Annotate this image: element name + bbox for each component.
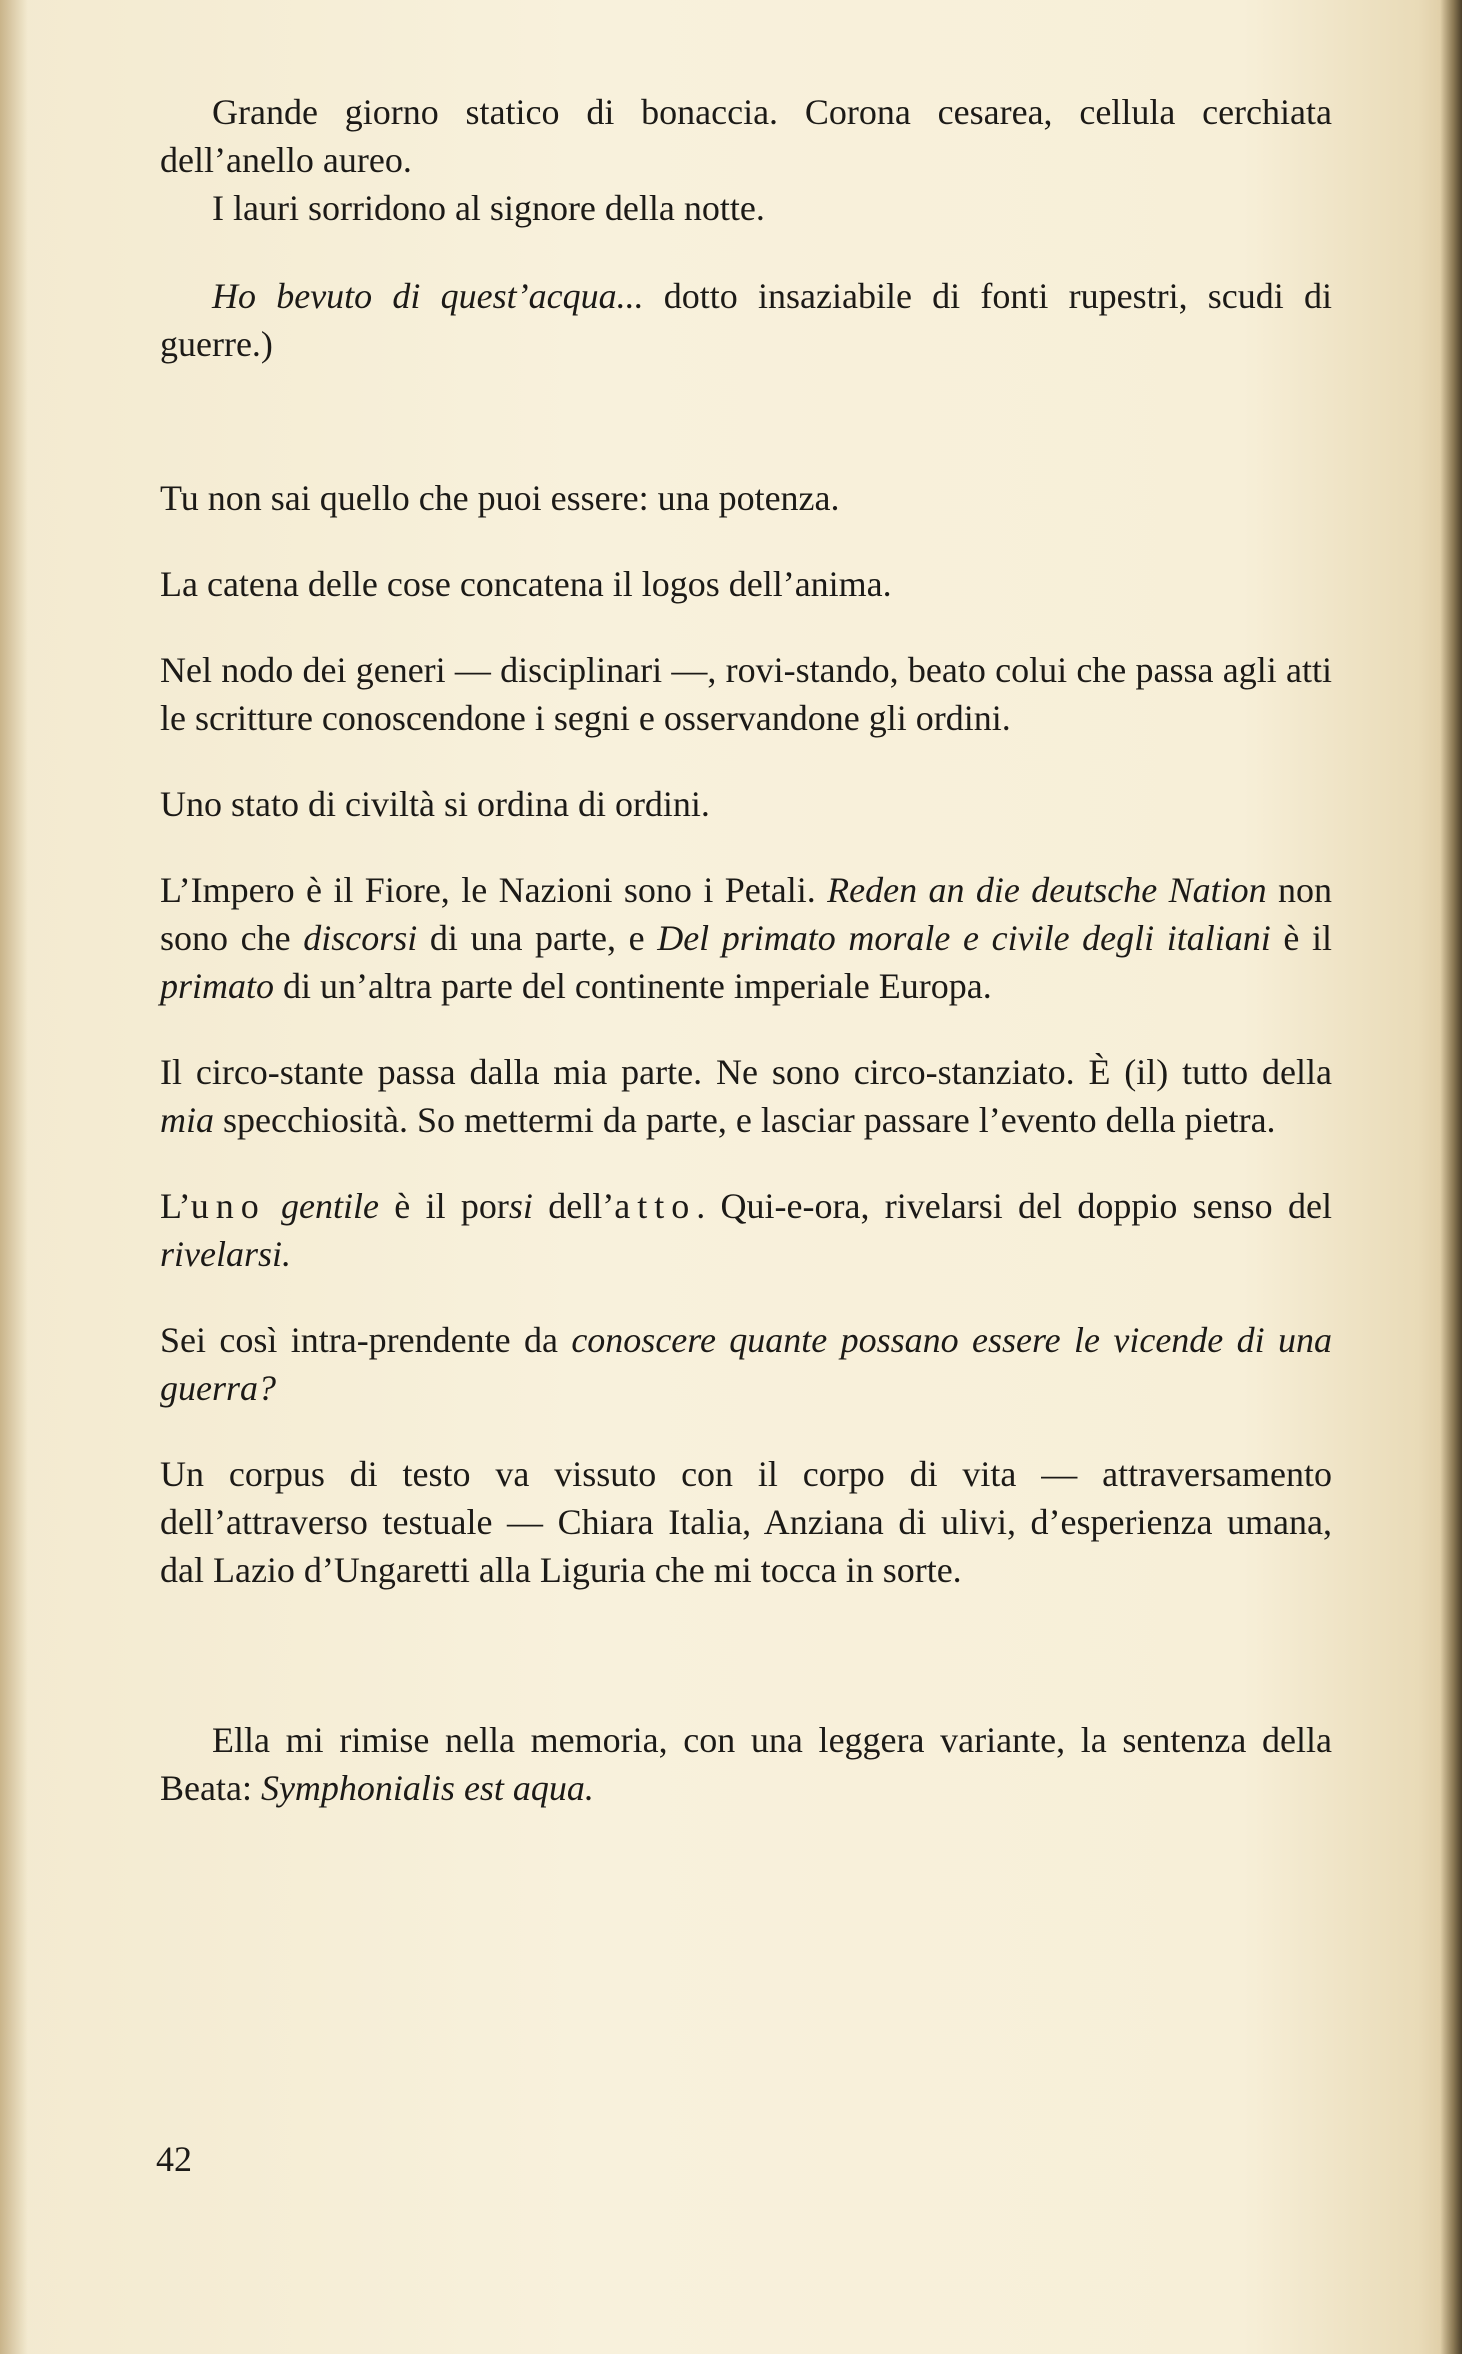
paragraph-intra-prendente [160,1316,1332,1412]
paragraph-text: è il por [378,1186,509,1226]
paragraph-text: dotto insaziabile di fonti rupestri, scudi di guerre.) [160,276,1332,364]
paragraph-text: Grande giorno statico di bonaccia. Corona cesarea, cellula cerchiata dell’anello aureo. [160,92,1332,180]
paragraph-text: specchiosità. So mettermi da parte, e lasciar passare l’evento della pietra. [214,1100,1276,1140]
paragraph-text: Tu non sai quello che puoi essere: una potenza. [160,478,840,518]
italic-word: discorsi [303,918,418,958]
italic-quote: Symphonialis est aqua. [260,1768,594,1808]
paragraph-text: Un corpus di testo va vissuto con il corpo di vita — attraversamento dell’attraverso testuale — Chiara Italia, Anziana di ulivi, d’esperienza umana, dal Lazio d’Ungaretti alla Liguria che mi tocca in sorte. [160,1454,1332,1590]
paragraph-text: è il [1270,918,1333,958]
paragraph-text [266,1186,281,1226]
paragraph-text: di un’altra parte del continente imperiale Europa. [274,966,992,1006]
italic-word: si [508,1186,533,1226]
paragraph-text: dell’ [532,1186,615,1226]
paragraph-uno-gentile [160,1182,1332,1278]
italic-word: gentile [281,1186,379,1226]
paragraph-ella-mi-rimise [160,1716,1332,1812]
italic-title: Del primato morale e civile degli italiani [657,918,1271,958]
paragraph-text: Il circo-stante passa dalla mia parte. Ne sono circo-stanziato. È (il) tutto della [160,1052,1332,1092]
page-body [160,88,1332,1812]
paragraph-text: L’ [160,1186,191,1226]
italic-quote: Ho bevuto di quest’acqua... [212,276,644,316]
spaced-word: uno [190,1186,266,1226]
paragraph-catena [160,560,1332,608]
italic-word: primato [160,966,275,1006]
italic-word: rivelarsi. [160,1234,291,1274]
paragraph-text: Ella mi rimise nella memoria, con una leggera variante, la sentenza della Beata: [160,1720,1332,1808]
paragraph-text: Uno stato di civiltà si ordina di ordini. [160,784,710,824]
paragraph-text: L’Impero è il Fiore, le Nazioni sono i Petali. [160,870,828,910]
page-number: 42 [156,2139,192,2179]
spaced-word: atto [614,1186,697,1226]
paragraph-text: . Qui-e-ora, rivelarsi del doppio senso del [696,1186,1332,1226]
paragraph-text: di una parte, e [417,918,658,958]
paragraph-corpus [160,1450,1332,1594]
page-gutter-shadow [0,0,28,2354]
paragraph-text: La catena delle cose concatena il logos dell’anima. [160,564,892,604]
paragraph-text: Nel nodo dei generi — disciplinari —, rovi-stando, beato colui che passa agli atti le scritture conoscendone i segni e osservandone gli ordini. [160,650,1332,738]
paragraph-ho-bevuto [160,272,1332,368]
paragraph-circo-stante [160,1048,1332,1144]
paragraph-stato-civilta [160,780,1332,828]
italic-phrase: conoscere quante possano essere le vicende di una guerra? [160,1320,1333,1408]
paragraph-lauri [160,184,1332,232]
paragraph-potenza [160,474,1332,522]
paragraph-nodo-generi [160,646,1332,742]
paragraph-text: non sono che [160,870,1333,958]
italic-word: mia [160,1100,214,1140]
page-edge-shadow [1440,0,1462,2354]
paragraph-text: Sei così intra-prendente da [160,1320,572,1360]
paragraph-text: I lauri sorridono al signore della notte. [212,188,765,228]
italic-title: Reden an die deutsche Nation [827,870,1267,910]
paragraph-impero [160,866,1332,1010]
paragraph-grande-giorno [160,88,1332,184]
